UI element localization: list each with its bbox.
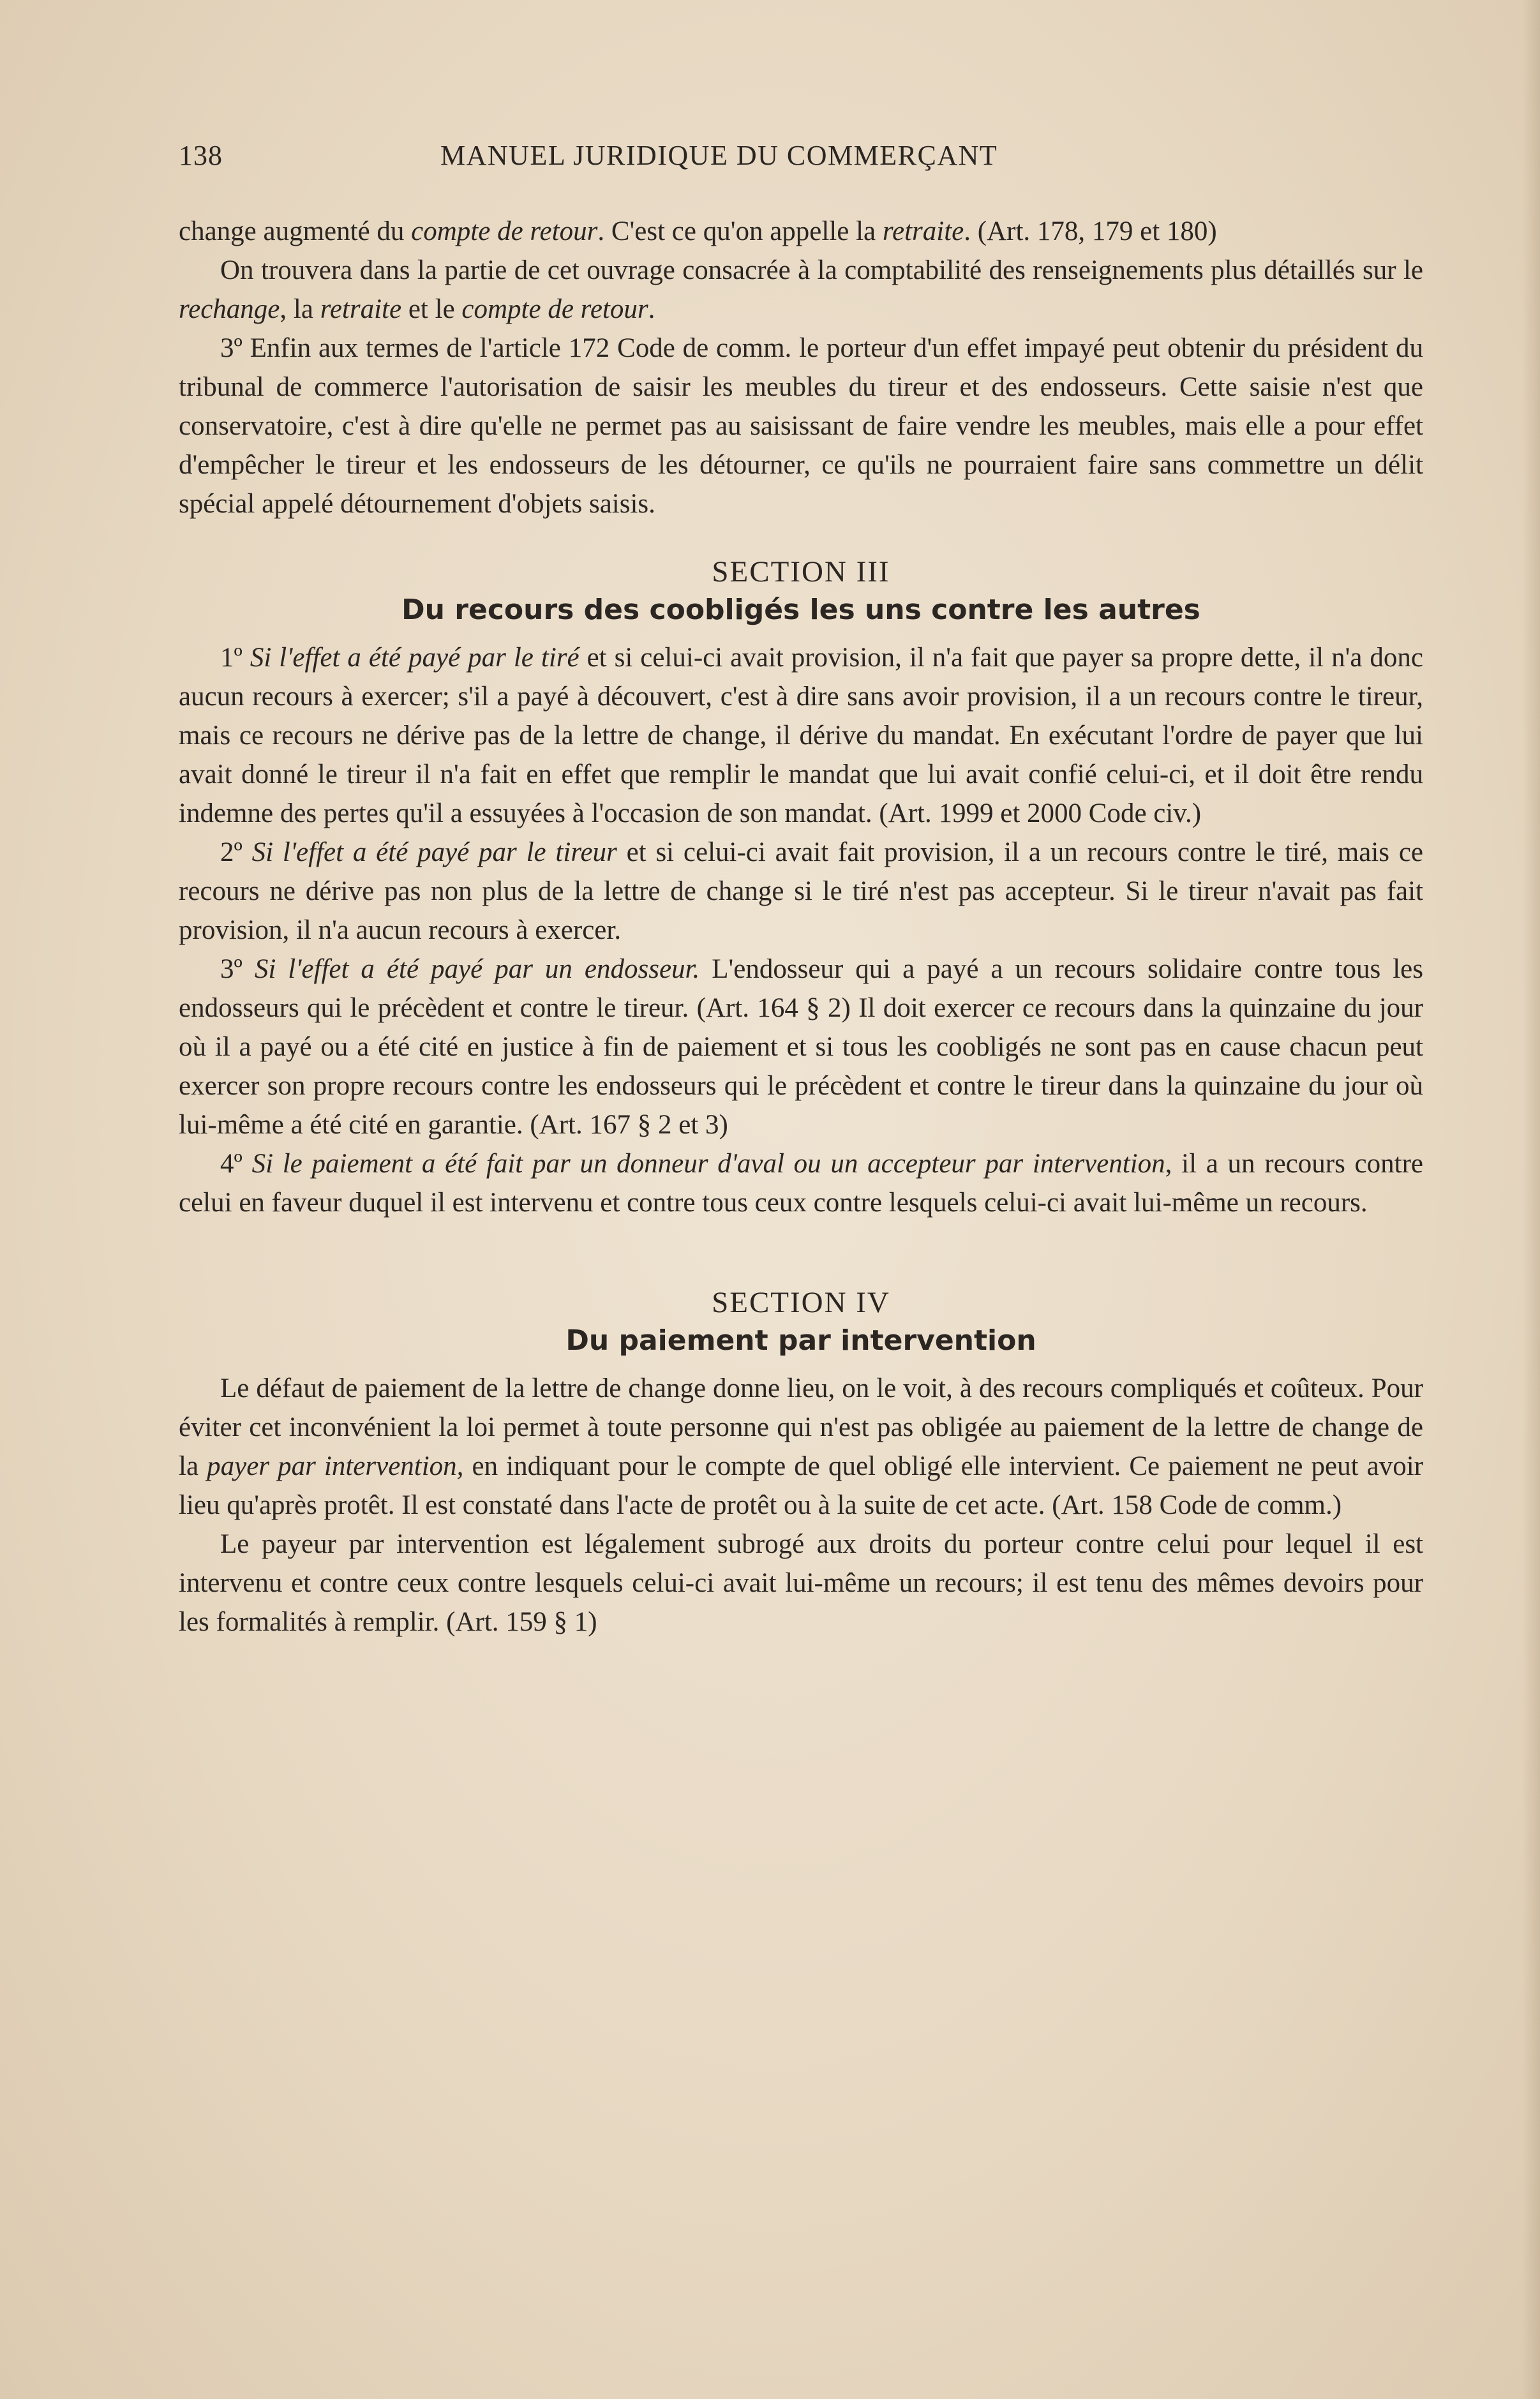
section-4-number: SECTION IV xyxy=(712,1286,890,1319)
text-run: . C'est ce qu'on appelle la xyxy=(597,216,883,246)
text-run: et le xyxy=(401,294,462,324)
section-3-title: Du recours des coobligés les uns contre les autres xyxy=(401,594,1200,626)
italic-term: compte de retour xyxy=(411,216,598,246)
text-run: 1º xyxy=(220,643,250,673)
italic-term: retraite xyxy=(320,294,402,324)
text-run: On trouvera dans la partie de cet ouvrage consacrée à la comptabilité des renseignements plus détaillés sur le xyxy=(220,255,1423,285)
text-run: et si celui-ci avait fait provision, il a un recours contre le tiré, mais ce recours ne dérive pas non plus de la lettre de change si le tiré n'est pas accepteur. Si le tireur n'avait pas fait provision, il n'a aucun recours à exercer. xyxy=(179,837,1423,945)
text-run: en indiquant pour le compte de quel obligé elle intervient. Ce paiement ne peut avoir lieu qu'après protêt. Il est constaté dans l'acte de protêt ou à la suite de cet acte. (Art. 158 Code de comm.) xyxy=(179,1451,1423,1520)
text-run: , la xyxy=(280,294,320,324)
running-header xyxy=(179,128,1423,179)
text-run: 3º xyxy=(220,954,255,984)
text-run: . xyxy=(648,294,655,324)
italic-term: retraite xyxy=(882,216,964,246)
page-edge-shadow xyxy=(1522,0,1540,2399)
section-3-paragraph-2 xyxy=(179,833,1423,950)
italic-heading: Si l'effet a été payé par le tireur xyxy=(251,837,617,867)
text-run: et si celui-ci avait provision, il n'a fait que payer sa propre dette, il n'a donc aucun recours à exercer; s'il a payé à découvert, c'est à dire sans avoir provision, il a un recours contre le tireur, mais ce recours ne dérive pas de la lettre de change, il dérive du mandat. En exécutant l'ordre de payer que lui avait donné le tireur il n'a fait en effet que remplir le mandat que lui avait confié celui-ci, et il doit être rendu indemne des pertes qu'il a essuyées à l'occasion de son mandat. (Art. 1999 et 2000 Code civ.) xyxy=(179,643,1423,828)
running-title: MANUEL JURIDIQUE DU COMMERÇANT xyxy=(440,140,998,171)
page-number: 138 xyxy=(179,140,223,171)
text-run: 4º xyxy=(220,1149,252,1179)
intro-paragraph-1 xyxy=(179,212,1423,251)
italic-term: rechange xyxy=(179,294,280,324)
section-4-paragraph-1 xyxy=(179,1369,1423,1525)
italic-term: payer par intervention, xyxy=(207,1451,464,1481)
italic-heading: Si l'effet a été payé par un endosseur. xyxy=(254,954,700,984)
section-4-title: Du paiement par intervention xyxy=(565,1324,1036,1357)
section-3-paragraph-1 xyxy=(179,638,1423,833)
text-run: L'endosseur qui a payé a un recours solidaire contre tous les endosseurs qui le précèdent et contre le tireur. (Art. 164 § 2) Il doit exercer ce recours dans la quinzaine du jour où il a payé ou a été cité en justice à fin de paiement et si tous les coobligés ne sont pas en cause chacun peut exercer son propre recours contre les endosseurs qui le précèdent et contre le tireur dans la quinzaine du jour où lui-même a été cité en garantie. (Art. 167 § 2 et 3) xyxy=(179,954,1423,1140)
section-4-paragraph-2: Le payeur par intervention est légalement subrogé aux droits du porteur contre celui pour lequel il est intervenu et contre ceux contre lesquels celui-ci avait lui-même un recours; il est tenu des mêmes devoirs pour les formalités à remplir. (Art. 159 § 1) xyxy=(179,1529,1423,1637)
text-run: , il a un recours contre celui en faveur duquel il est intervenu et contre tous ceux contre lesquels celui-ci avait lui-même un recours. xyxy=(179,1149,1423,1218)
book-page xyxy=(179,128,1423,1641)
intro-paragraph-3: 3º Enfin aux termes de l'article 172 Code de comm. le porteur d'un effet impayé peut obtenir du président du tribunal de commerce l'autorisation de saisir les meubles du tireur et des endosseurs. Cette saisie n'est que conservatoire, c'est à dire qu'elle ne permet pas au saisissant de faire vendre les meubles, mais elle a pour effet d'empêcher le tireur et les endosseurs de les détourner, ce qu'ils ne pourraient faire sans commettre un délit spécial appelé détournement d'objets saisis. xyxy=(179,333,1423,519)
section-3-paragraph-4 xyxy=(179,1144,1423,1222)
intro-paragraph-2 xyxy=(179,251,1423,329)
text-run: change augmenté du xyxy=(179,216,412,246)
italic-term: compte de retour xyxy=(461,294,648,324)
text-run: Le défaut de paiement de la lettre de change donne lieu, on le voit, à des recours compliqués et coûteux. Pour éviter cet inconvénient la loi permet à toute personne qui n'est pas obligée au paiement de la lettre de change de la xyxy=(179,1373,1423,1481)
section-3-paragraph-3 xyxy=(179,950,1423,1144)
italic-heading: Si l'effet a été payé par le tiré xyxy=(250,643,579,673)
text-run: . (Art. 178, 179 et 180) xyxy=(964,216,1217,246)
italic-heading: Si le paiement a été fait par un donneur d'aval ou un accepteur par intervention xyxy=(251,1149,1165,1179)
section-3-number: SECTION III xyxy=(712,555,890,588)
text-run: 2º xyxy=(220,837,252,867)
